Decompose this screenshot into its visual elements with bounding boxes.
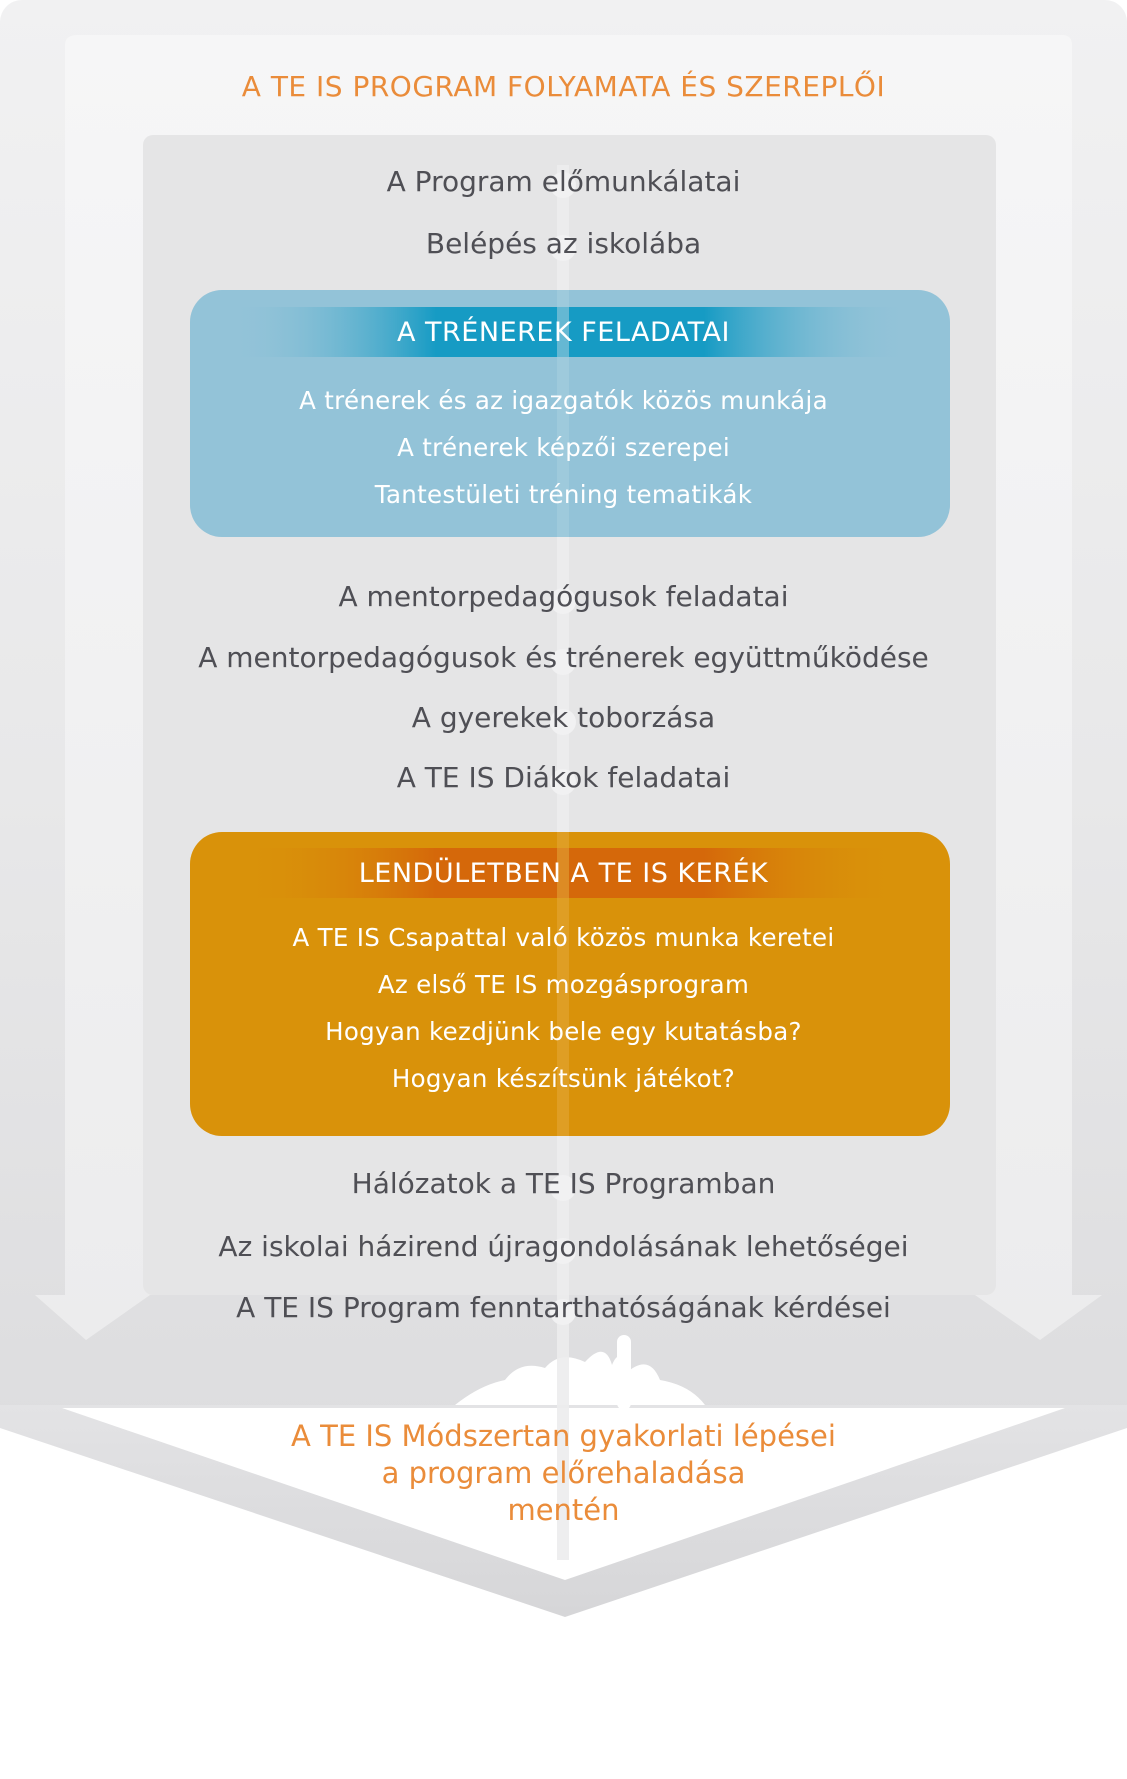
wheel-box-item: A TE IS Csapattal való közös munka keretei (292, 923, 835, 952)
wheel-box-title: LENDÜLETBEN A TE IS KERÉK (358, 858, 769, 889)
step-mentor-tasks: A mentorpedagógusok feladatai (338, 580, 789, 613)
step-sustainability: A TE IS Program fenntarthatóságának kérdései (236, 1291, 891, 1324)
footer-line-2: a program előrehaladása (381, 1456, 746, 1490)
trainers-box-item: A trénerek képzői szerepei (397, 433, 730, 462)
footer-line-1: A TE IS Módszertan gyakorlati lépései (291, 1419, 836, 1453)
wheel-box-item: Az első TE IS mozgásprogram (377, 970, 750, 999)
splash-drop (617, 1335, 631, 1410)
step-student-tasks: A TE IS Diákok feladatai (396, 761, 731, 794)
wheel-box-item: Hogyan készítsünk játékot? (391, 1064, 736, 1093)
diagram-title: A TE IS PROGRAM FOLYAMATA ÉS SZEREPLŐI (241, 70, 886, 103)
step-house-rules: Az iskolai házirend újragondolásának lehetőségei (218, 1230, 909, 1263)
step-networks: Hálózatok a TE IS Programban (351, 1167, 776, 1200)
wheel-box-item: Hogyan kezdjünk bele egy kutatásba? (325, 1017, 802, 1046)
step-entering-school: Belépés az iskolába (425, 227, 702, 260)
trainers-box-item: Tantestületi tréning tematikák (374, 480, 753, 509)
step-preliminary-work: A Program előmunkálatai (386, 165, 741, 198)
step-recruiting-children: A gyerekek toborzása (411, 701, 716, 734)
footer-line-3: mentén (507, 1493, 620, 1527)
step-mentor-trainer-cooperation: A mentorpedagógusok és trénerek együttműködése (198, 641, 929, 674)
trainers-box-title: A TRÉNEREK FELADATAI (397, 317, 730, 348)
trainers-box-item: A trénerek és az igazgatók közös munkája (299, 386, 828, 415)
